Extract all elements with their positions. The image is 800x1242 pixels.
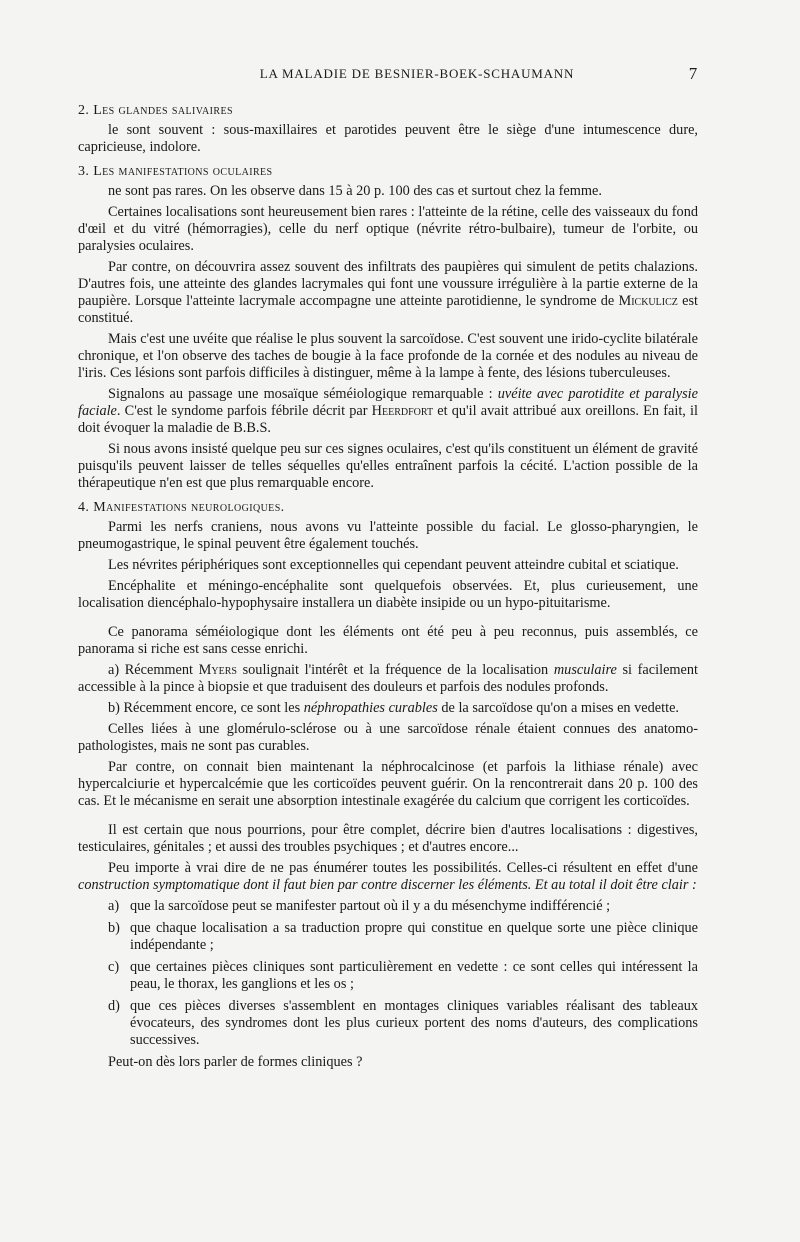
paragraph: [78, 259, 698, 327]
text-run: a) Récemment: [108, 662, 199, 678]
running-title: LA MALADIE DE BESNIER-BOEK-SCHAUMANN: [259, 66, 575, 81]
text-run: et qu'il avait attribué aux oreillons. En fait, il doit évoquer la maladie de B.B.S.: [78, 403, 698, 436]
list-item: [78, 898, 698, 915]
text-run: Par contre, on découvrira assez souvent des infiltrats des paupières qui simulent de petits chalazions. D'autres fois, une atteinte des glandes lacrymales qui font une voussure irrégulière à la partie externe de la paupière. Lorsque l'atteinte lacrymale accompagne une atteinte parotidienne, le syndrome de: [78, 259, 698, 309]
text-run: soulignait l'intérêt et la fréquence de la localisation: [236, 662, 554, 678]
paragraph: le sont souvent : sous-maxillaires et parotides peuvent être le siège d'une intumescence dure, capricieuse, indolore.: [78, 122, 698, 155]
italic-text: construction symptomatique dont il faut bien par contre discerner les éléments. Et au total il doit être clair :: [78, 877, 697, 893]
section-heading-salivary: 2. Les glandes salivaires: [78, 103, 233, 118]
paragraph: [78, 386, 698, 437]
conclusion-list: [78, 898, 698, 1049]
list-item: [78, 959, 698, 993]
list-item-label: a): [108, 898, 120, 914]
spacer: [78, 814, 698, 822]
list-item-label: c): [108, 959, 120, 975]
paragraph: [78, 860, 698, 894]
paragraph: Si nous avons insisté quelque peu sur ces signes oculaires, c'est qu'ils constituent un élément de gravité puisqu'ils peuvent laisser de telles séquelles qu'elles entraînent parfois la cécité. L'action possible de la thérapeutique n'en est que plus remarquable encore.: [78, 441, 698, 491]
page-number: 7: [688, 64, 698, 83]
paragraph: Les névrites périphériques sont exceptionnelles qui cependant peuvent atteindre cubital et sciatique.: [108, 557, 679, 573]
list-item-text: que chaque localisation a sa traduction propre qui constitue en quelque sorte une pièce clinique indépendante ;: [130, 920, 698, 953]
paragraph: Ce panorama séméiologique dont les éléments ont été peu à peu reconnus, puis assemblés, ce panorama si riche est sans cesse enrichi.: [78, 624, 698, 657]
section-heading-ocular: 3. Les manifestations oculaires: [78, 164, 273, 179]
paragraph: Par contre, on connait bien maintenant la néphrocalcinose (et parfois la lithiase rénale) avec hypercalciurie et hypercalcémie que les corticoïdes peuvent guérir. On la rencontrerait dans 20 p. 100 des cas. Et le mécanisme en serait une absorption intestinale exagérée du calcium que corrigent les corticoïdes.: [78, 759, 698, 809]
italic-text: musculaire: [553, 662, 617, 678]
text-run: est constitué.: [78, 293, 698, 326]
text-run: b) Récemment encore, ce sont les: [108, 700, 304, 716]
author-name: Heerdfort: [371, 403, 434, 419]
paragraph: Celles liées à une glomérulo-sclérose ou à une sarcoïdose rénale étaient connues des anatomo-pathologistes, mais ne sont pas curables.: [78, 721, 698, 754]
text-run: Peu importe à vrai dire de ne pas énumérer toutes les possibilités. Celles-ci résultent en effet d'une: [108, 860, 698, 876]
italic-text: uvéite avec parotidite et paralysie faciale: [78, 386, 699, 419]
author-name: Mickulicz: [618, 293, 678, 309]
italic-text: néphropathies curables: [303, 700, 438, 716]
paragraph: Parmi les nerfs craniens, nous avons vu l'atteinte possible du facial. Le glosso-pharyngien, le pneumogastrique, le spinal peuvent être également touchés.: [78, 519, 698, 552]
list-item: [78, 998, 698, 1049]
spacer: [78, 616, 698, 624]
paragraph: Certaines localisations sont heureusement bien rares : l'atteinte de la rétine, celle des vaisseaux du fond d'œil et du vitré (hémorragies), celle du nerf optique (névrite rétro-bulbaire), tumeur de l'orbite, ou paralysies oculaires.: [78, 204, 698, 254]
paragraph: [78, 700, 698, 717]
list-item-label: d): [108, 998, 120, 1014]
section-heading-neurological: 4. Manifestations neurologiques.: [78, 500, 285, 515]
paragraph: [78, 662, 698, 696]
paragraph: Encéphalite et méningo-encéphalite sont quelquefois observées. Et, plus curieusement, une localisation diencéphalo-hypophysaire installera un diabète insipide ou un hypo-pituitarisme.: [78, 578, 698, 611]
paragraph: ne sont pas rares. On les observe dans 15 à 20 p. 100 des cas et surtout chez la femme.: [108, 183, 602, 199]
list-item-text: que ces pièces diverses s'assemblent en montages cliniques variables réalisant des tableaux évocateurs, des syndromes dont les plus curieux portent des noms d'auteurs, des complications successives.: [130, 998, 698, 1048]
running-header: [78, 66, 698, 94]
list-item-text: que certaines pièces cliniques sont particulièrement en vedette : ce sont celles qui intéressent la peau, le thorax, les ganglions et les os ;: [130, 959, 698, 992]
paragraph: Peut-on dès lors parler de formes cliniques ?: [108, 1054, 363, 1070]
text-run: . C'est le syndome parfois fébrile décrit par: [116, 403, 372, 419]
paragraph: Il est certain que nous pourrions, pour être complet, décrire bien d'autres localisations : digestives, testiculaires, génitales ; et aussi des troubles psychiques ; et d'autres encore...: [78, 822, 698, 855]
list-item-label: b): [108, 920, 120, 936]
text-run: si facilement accessible à la pince à biopsie et que traduisent des douleurs et parfois des nodules profonds.: [78, 662, 698, 695]
author-name: Myers: [198, 662, 237, 678]
text-run: Signalons au passage une mosaïque séméiologique remarquable :: [108, 386, 498, 402]
list-item-text: que la sarcoïdose peut se manifester partout où il y a du mésenchyme indifférencié ;: [130, 898, 611, 914]
text-run: de la sarcoïdose qu'on a mises en vedette.: [437, 700, 679, 716]
body-text: [78, 102, 698, 1071]
list-item: [78, 920, 698, 954]
paragraph: Mais c'est une uvéite que réalise le plus souvent la sarcoïdose. C'est souvent une irido-cyclite bilatérale chronique, et l'on observe des taches de bougie à la face profonde de la cornée et des nodules au niveau de l'iris. Ces lésions sont parfois difficiles à distinguer, même à la lampe à fente, des lésions tuberculeuses.: [78, 331, 698, 381]
